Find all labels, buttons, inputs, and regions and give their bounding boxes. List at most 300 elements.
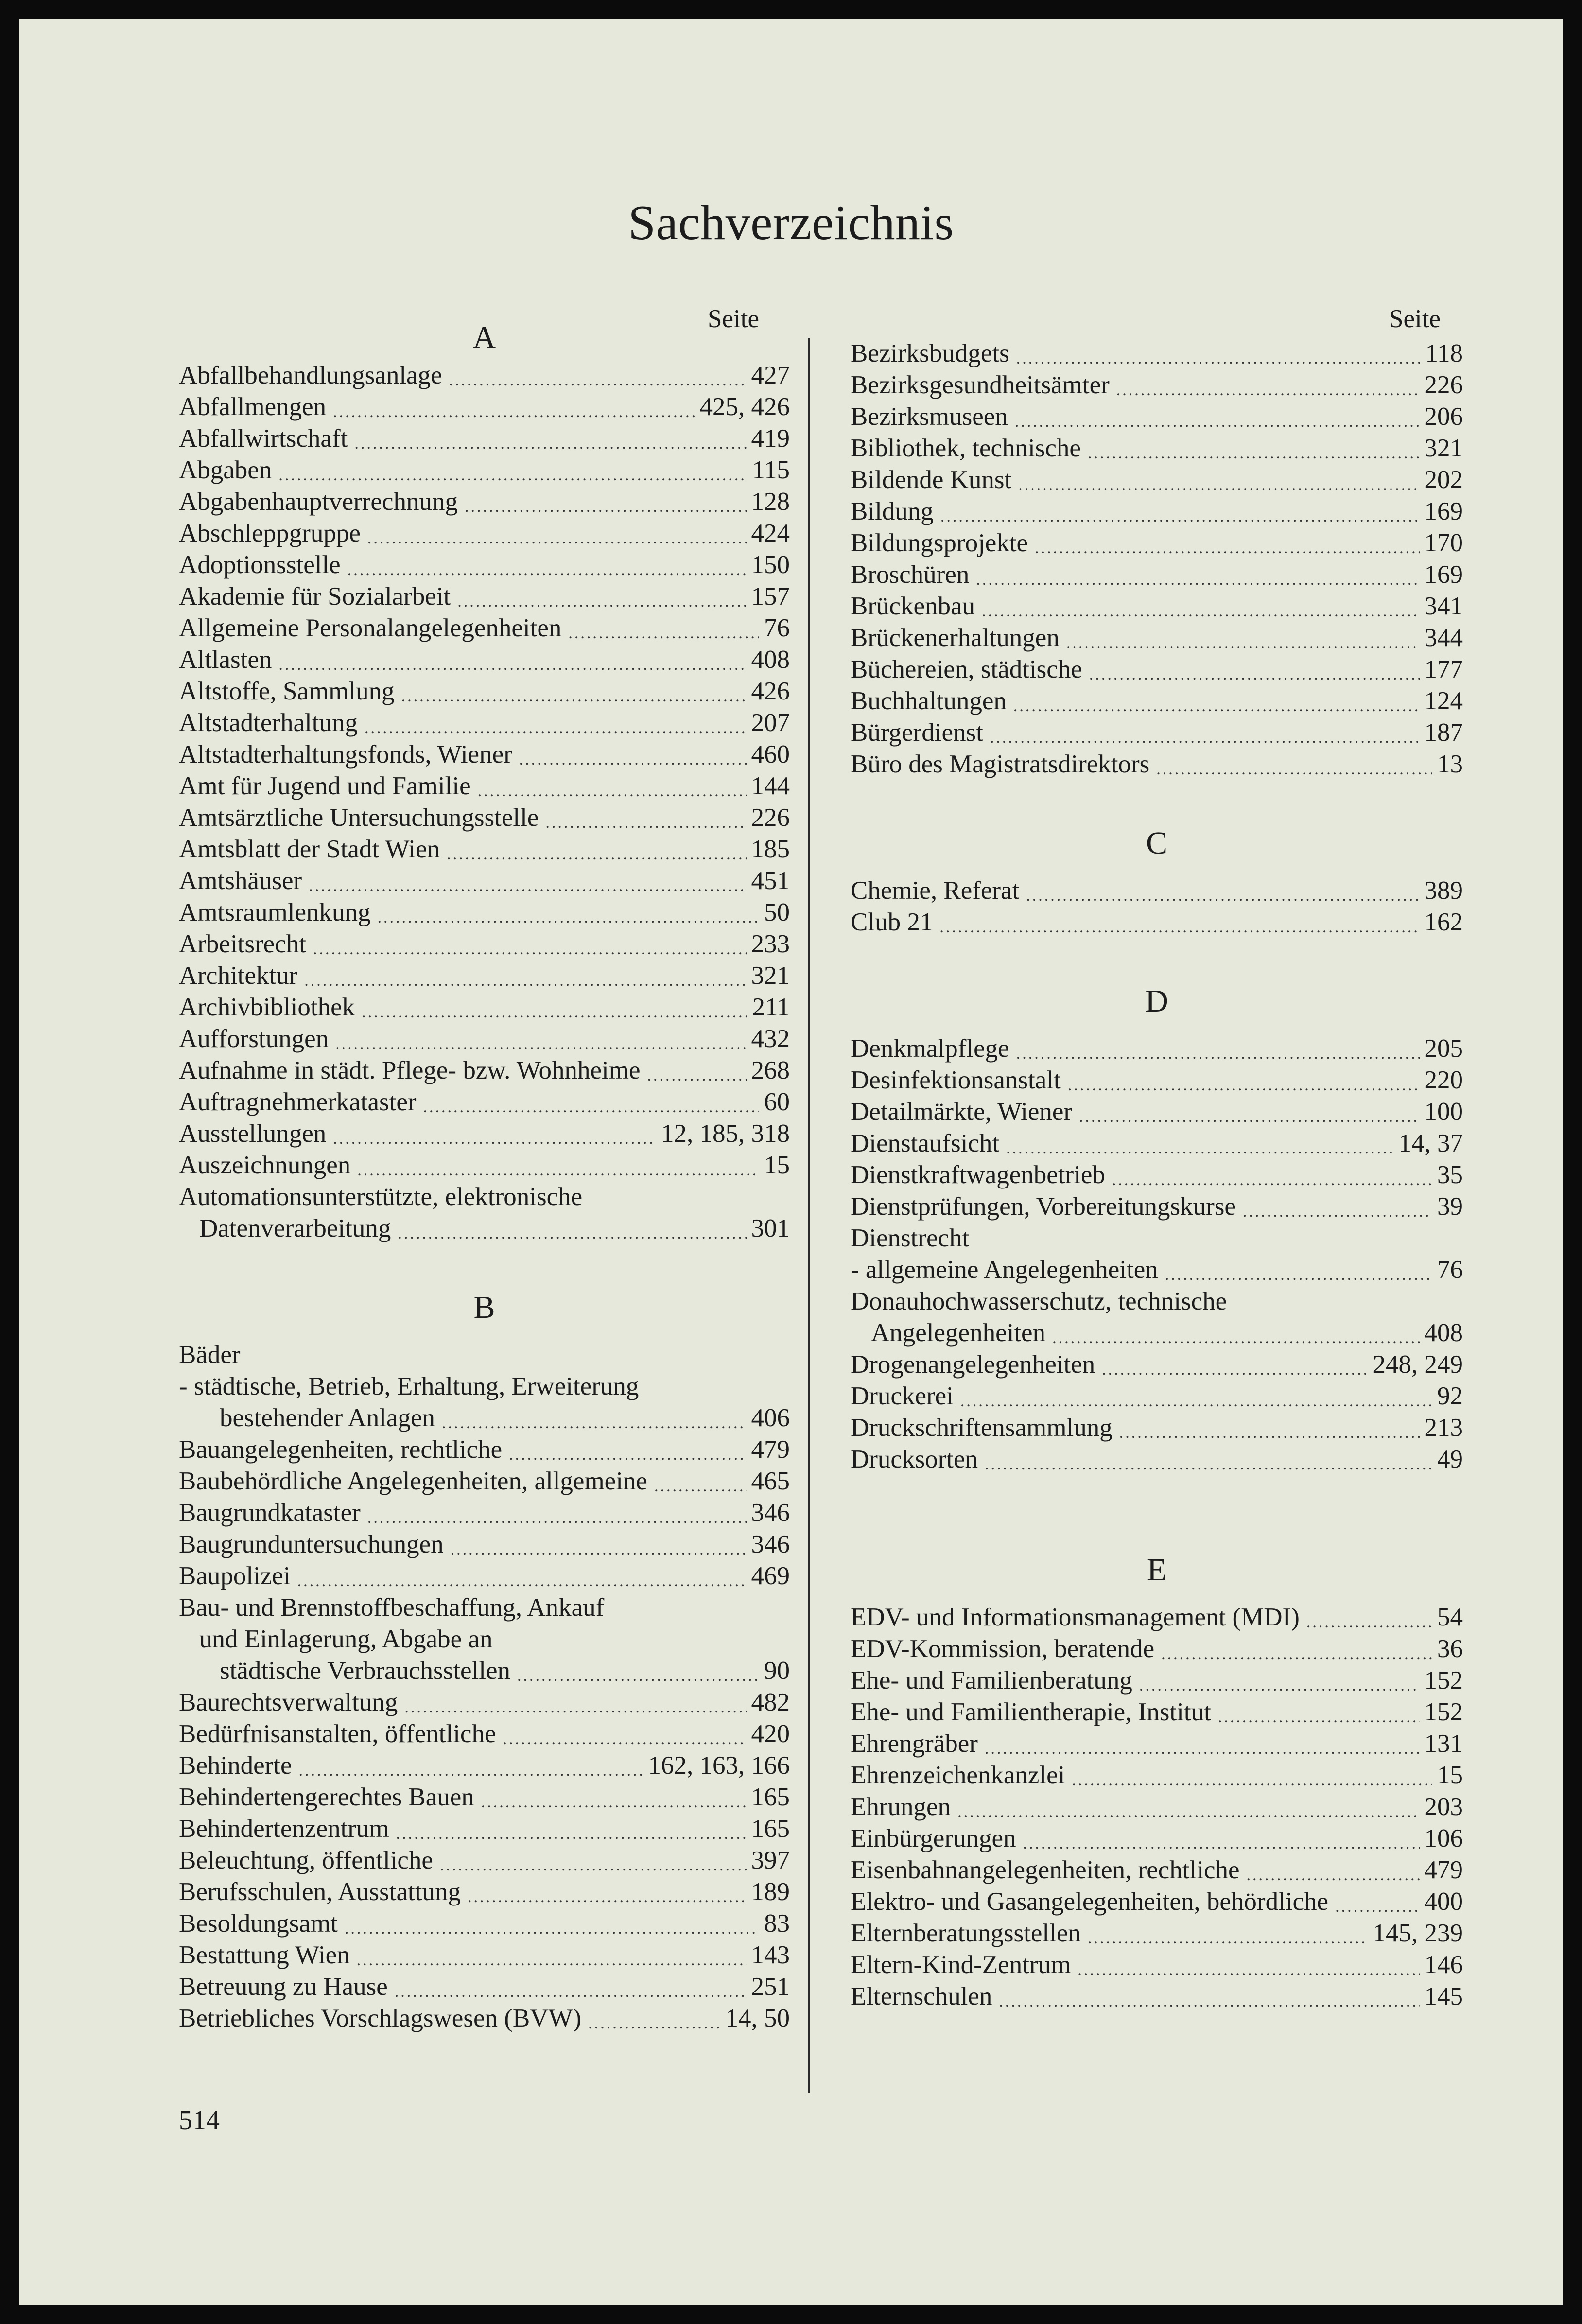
entry-term: Altlasten xyxy=(179,646,272,674)
index-entry xyxy=(179,486,790,518)
entry-term: Beleuchtung, öffentliche xyxy=(179,1846,433,1874)
entry-term: Datenverarbeitung xyxy=(199,1214,391,1242)
entry-term: Bürgerdienst xyxy=(851,718,983,747)
index-entry xyxy=(851,1065,1463,1096)
dot-leader xyxy=(503,1729,747,1750)
dot-leader xyxy=(1218,1707,1420,1728)
dot-leader xyxy=(1079,1106,1419,1128)
seite-label-right: Seite xyxy=(1389,305,1441,333)
dot-leader xyxy=(345,1918,759,1940)
dot-leader xyxy=(654,1476,747,1497)
index-entry xyxy=(851,1791,1463,1823)
page-number: 514 xyxy=(179,2105,220,2135)
entry-pages: 341 xyxy=(1424,592,1463,620)
index-entry xyxy=(179,1718,790,1750)
entry-pages: 206 xyxy=(1424,402,1463,431)
dot-leader xyxy=(1018,474,1419,496)
dot-leader xyxy=(447,844,746,865)
dot-leader xyxy=(354,433,746,454)
index-entry xyxy=(179,960,790,992)
index-entry xyxy=(851,527,1463,559)
dot-leader xyxy=(401,686,747,707)
entry-term: Behinderte xyxy=(179,1751,292,1780)
entry-term: Akademie für Sozialarbeit xyxy=(179,582,451,611)
index-entry-sub: und Einlagerung, Abgabe an xyxy=(199,1625,493,1653)
index-entry xyxy=(851,717,1463,749)
index-entry xyxy=(179,992,790,1023)
entry-pages: 170 xyxy=(1424,529,1463,557)
index-entry xyxy=(851,559,1463,591)
index-entry xyxy=(179,360,790,391)
index-entry xyxy=(851,685,1463,717)
index-entry xyxy=(179,1655,790,1687)
entry-term: Elektro- und Gasangelegenheiten, behördliche xyxy=(851,1887,1329,1916)
entry-term: Elternschulen xyxy=(851,1982,992,2010)
dot-leader xyxy=(357,1160,759,1181)
dot-leader xyxy=(1026,885,1419,907)
entry-term: Brückenbau xyxy=(851,592,975,620)
dot-leader xyxy=(1161,1643,1432,1665)
index-entry xyxy=(851,369,1463,401)
entry-term: Amtshäuser xyxy=(179,867,302,895)
entry-term: Drogenangelegenheiten xyxy=(851,1350,1095,1379)
dot-leader xyxy=(478,781,747,802)
dot-leader xyxy=(457,591,746,612)
dot-leader xyxy=(304,970,746,992)
entry-term: Ehrungen xyxy=(851,1793,951,1821)
dot-leader xyxy=(404,1697,746,1718)
entry-term: - allgemeine Angelegenheiten xyxy=(851,1256,1158,1284)
index-entry xyxy=(179,1402,790,1434)
dot-leader xyxy=(481,1792,747,1813)
section-e-entries xyxy=(851,1602,1463,2012)
entry-term: Chemie, Referat xyxy=(851,876,1020,905)
entry-term: EDV- und Informationsmanagement (MDI) xyxy=(851,1603,1300,1631)
entry-term: Bestattung Wien xyxy=(179,1941,350,1969)
entry-pages: 406 xyxy=(751,1404,790,1432)
page-title: Sachverzeichnis xyxy=(628,195,954,250)
index-entry xyxy=(179,1529,790,1560)
entry-term: Bildungsprojekte xyxy=(851,529,1028,557)
index-entry xyxy=(179,1687,790,1718)
entry-term: Bibliothek, technische xyxy=(851,434,1081,462)
dot-leader xyxy=(367,1507,747,1529)
entry-pages: 482 xyxy=(751,1688,790,1716)
index-entry xyxy=(851,401,1463,433)
entry-pages: 36 xyxy=(1437,1635,1463,1663)
entry-term: Club 21 xyxy=(851,908,933,936)
dot-leader xyxy=(333,1128,656,1150)
entry-term: Baubehördliche Angelegenheiten, allgemeine xyxy=(179,1467,647,1495)
dot-leader xyxy=(1006,1138,1393,1159)
entry-pages: 100 xyxy=(1424,1098,1463,1126)
entry-term: Angelegenheiten xyxy=(871,1319,1046,1347)
entry-term: Dienstprüfungen, Vorbereitungskurse xyxy=(851,1192,1236,1221)
section-letter-c: C xyxy=(1146,825,1168,861)
index-entry xyxy=(851,1128,1463,1159)
entry-pages: 321 xyxy=(1424,434,1463,462)
entry-pages: 251 xyxy=(751,1973,790,2001)
entry-pages: 118 xyxy=(1425,339,1463,367)
entry-term: Amtsblatt der Stadt Wien xyxy=(179,835,440,863)
entry-pages: 131 xyxy=(1424,1730,1463,1758)
dot-leader xyxy=(568,623,759,644)
entry-pages: 14, 37 xyxy=(1398,1129,1463,1157)
entry-term: Amtsraumlenkung xyxy=(179,898,371,926)
dot-leader xyxy=(378,907,760,928)
entry-pages: 76 xyxy=(764,614,790,642)
entry-pages: 479 xyxy=(1424,1856,1463,1884)
entry-pages: 189 xyxy=(751,1878,790,1906)
section-b-entries-1 xyxy=(179,1434,790,1592)
entry-pages: 400 xyxy=(1424,1887,1463,1916)
entry-term: Druckschriftensammlung xyxy=(851,1414,1113,1442)
index-entry xyxy=(851,1159,1463,1191)
entry-term: Abgabenhauptverrechnung xyxy=(179,488,458,516)
right-column xyxy=(851,338,1463,2012)
entry-pages: 145 xyxy=(1424,1982,1463,2010)
entry-term: Amt für Jugend und Familie xyxy=(179,772,471,800)
entry-pages: 211 xyxy=(752,993,790,1021)
entry-pages: 451 xyxy=(751,867,790,895)
index-entry xyxy=(179,676,790,707)
entry-term: Bildende Kunst xyxy=(851,466,1012,494)
entry-pages: 424 xyxy=(751,519,790,547)
entry-term: Archivbibliothek xyxy=(179,993,355,1021)
entry-term: Ehe- und Familienberatung xyxy=(851,1666,1132,1695)
entry-term: Ehe- und Familientherapie, Institut xyxy=(851,1698,1211,1726)
entry-term: Adoptionsstelle xyxy=(179,551,341,579)
entry-term: Bildung xyxy=(851,497,934,525)
index-entry xyxy=(179,2003,790,2034)
entry-term: Abschleppgruppe xyxy=(179,519,361,547)
index-entry-head: Donauhochwasserschutz, technische xyxy=(851,1287,1227,1315)
index-entry-sub: - städtische, Betrieb, Erhaltung, Erweiterung xyxy=(179,1372,639,1400)
index-entry xyxy=(179,1434,790,1466)
index-entry xyxy=(851,1096,1463,1128)
index-entry xyxy=(851,1444,1463,1475)
index-entry xyxy=(179,707,790,739)
entry-pages: 202 xyxy=(1424,466,1463,494)
entry-pages: 152 xyxy=(1424,1698,1463,1726)
index-entry xyxy=(851,875,1463,907)
entry-pages: 427 xyxy=(751,361,790,389)
entry-term: städtische Verbrauchsstellen xyxy=(220,1657,511,1685)
entry-pages: 106 xyxy=(1424,1824,1463,1852)
index-entry xyxy=(851,622,1463,654)
section-letter-d: D xyxy=(1145,983,1168,1019)
dot-leader xyxy=(396,1823,747,1845)
entry-pages: 301 xyxy=(751,1214,790,1242)
entry-term: Einbürgerungen xyxy=(851,1824,1016,1852)
index-entry xyxy=(179,454,790,486)
index-entry xyxy=(851,1191,1463,1223)
index-entry xyxy=(179,928,790,960)
index-entry xyxy=(179,897,790,928)
entry-pages: 207 xyxy=(751,709,790,737)
index-entry xyxy=(179,1023,790,1055)
dot-leader xyxy=(545,812,746,834)
index-entry xyxy=(179,391,790,423)
entry-pages: 346 xyxy=(751,1499,790,1527)
dot-leader xyxy=(999,1991,1419,2012)
entry-pages: 226 xyxy=(751,804,790,832)
index-entry xyxy=(179,770,790,802)
entry-pages: 90 xyxy=(764,1657,790,1685)
entry-pages: 165 xyxy=(751,1783,790,1811)
dot-leader xyxy=(333,402,695,423)
index-entry xyxy=(179,518,790,549)
dot-leader xyxy=(1078,1959,1419,1981)
dot-leader xyxy=(1119,1422,1420,1444)
entry-term: Abfallwirtschaft xyxy=(179,424,348,453)
entry-term: Abfallbehandlungsanlage xyxy=(179,361,442,389)
entry-term: EDV-Kommission, beratende xyxy=(851,1635,1155,1663)
dot-leader xyxy=(1116,380,1420,401)
entry-pages: 150 xyxy=(751,551,790,579)
entry-term: Besoldungsamt xyxy=(179,1909,338,1938)
entry-pages: 128 xyxy=(751,488,790,516)
index-entry xyxy=(179,1782,790,1813)
entry-term: Drucksorten xyxy=(851,1445,978,1473)
dot-leader xyxy=(519,749,747,770)
dot-leader xyxy=(985,1738,1420,1760)
index-entry xyxy=(851,1033,1463,1065)
column-divider xyxy=(808,338,810,2093)
dot-leader xyxy=(957,1801,1419,1823)
entry-term: Arbeitsrecht xyxy=(179,930,306,958)
index-entry xyxy=(851,1633,1463,1665)
entry-term: Eisenbahnangelegenheiten, rechtliche xyxy=(851,1856,1240,1884)
entry-pages: 54 xyxy=(1437,1603,1463,1631)
index-entry xyxy=(179,802,790,834)
entry-pages: 115 xyxy=(752,456,790,484)
entry-pages: 12, 185, 318 xyxy=(661,1119,790,1148)
index-entry xyxy=(851,1949,1463,1981)
dot-leader xyxy=(1066,632,1420,654)
entry-term: Altstoffe, Sammlung xyxy=(179,677,395,705)
entry-term: Baugrunduntersuchungen xyxy=(179,1530,444,1558)
entry-term: Baupolizei xyxy=(179,1562,291,1590)
index-entry xyxy=(851,907,1463,938)
index-entry xyxy=(179,1497,790,1529)
entry-pages: 60 xyxy=(764,1088,790,1116)
entry-term: Auszeichnungen xyxy=(179,1151,351,1179)
dot-leader xyxy=(1088,443,1420,464)
dot-leader xyxy=(348,559,747,581)
entry-term: Bezirksmuseen xyxy=(851,402,1008,431)
dot-leader xyxy=(395,1981,747,2003)
entry-pages: 169 xyxy=(1424,497,1463,525)
entry-term: Brückenerhaltungen xyxy=(851,624,1060,652)
entry-term: Altstadterhaltung xyxy=(179,709,358,737)
entry-term: Elternberatungsstellen xyxy=(851,1919,1081,1947)
dot-leader xyxy=(1016,1043,1420,1065)
dot-leader xyxy=(365,717,747,739)
entry-pages: 408 xyxy=(751,646,790,674)
index-entry xyxy=(851,1349,1463,1380)
index-entry xyxy=(179,1560,790,1592)
index-entry xyxy=(179,549,790,581)
entry-term: Denkmalpflege xyxy=(851,1034,1009,1063)
entry-pages: 344 xyxy=(1424,624,1463,652)
entry-pages: 13 xyxy=(1437,750,1463,778)
dot-leader xyxy=(442,1413,747,1434)
entry-term: Bauangelegenheiten, rechtliche xyxy=(179,1435,503,1464)
entry-term: Dienstkraftwagenbetrieb xyxy=(851,1161,1105,1189)
dot-leader xyxy=(1102,1359,1368,1380)
index-entry xyxy=(179,1750,790,1782)
entry-pages: 419 xyxy=(751,424,790,453)
dot-leader xyxy=(985,1454,1432,1475)
index-entry xyxy=(179,1876,790,1908)
entry-pages: 185 xyxy=(751,835,790,863)
index-entry xyxy=(851,1760,1463,1791)
entry-pages: 15 xyxy=(1437,1761,1463,1789)
entry-term: Aufnahme in städt. Pflege- bzw. Wohnheime xyxy=(179,1056,641,1084)
entry-pages: 145, 239 xyxy=(1373,1919,1463,1947)
index-entry xyxy=(851,433,1463,464)
entry-term: Ehrenzeichenkanzlei xyxy=(851,1761,1065,1789)
index-entry xyxy=(851,1665,1463,1696)
index-entry xyxy=(851,464,1463,496)
entry-term: Druckerei xyxy=(851,1382,954,1410)
entry-pages: 248, 249 xyxy=(1373,1350,1463,1379)
entry-pages: 420 xyxy=(751,1720,790,1748)
index-entry xyxy=(851,1886,1463,1918)
entry-pages: 397 xyxy=(751,1846,790,1874)
entry-pages: 426 xyxy=(751,677,790,705)
entry-term: Bedürfnisanstalten, öffentliche xyxy=(179,1720,496,1748)
section-d-entries-2 xyxy=(851,1349,1463,1475)
dot-leader xyxy=(362,1002,747,1023)
entry-pages: 49 xyxy=(1437,1445,1463,1473)
entry-term: Altstadterhaltungsfonds, Wiener xyxy=(179,740,512,769)
dot-leader xyxy=(451,1539,747,1560)
entry-pages: 152 xyxy=(1424,1666,1463,1695)
index-entry xyxy=(179,1150,790,1181)
index-entry-head: Dienstrecht xyxy=(851,1224,970,1252)
entry-term: Buchhaltungen xyxy=(851,687,1007,715)
dot-leader xyxy=(588,2013,720,2034)
index-entry xyxy=(179,1940,790,1971)
index-entry xyxy=(179,1845,790,1876)
dot-leader xyxy=(1052,1328,1419,1349)
index-entry xyxy=(179,1086,790,1118)
index-entry xyxy=(179,1466,790,1497)
dot-leader xyxy=(1088,1928,1368,1949)
dot-leader xyxy=(1016,348,1421,369)
entry-pages: 35 xyxy=(1437,1161,1463,1189)
index-entry xyxy=(179,581,790,612)
entry-term: Eltern-Kind-Zentrum xyxy=(851,1951,1071,1979)
dot-leader xyxy=(423,1097,759,1118)
index-entry xyxy=(179,1118,790,1150)
index-entry xyxy=(851,1918,1463,1949)
dot-leader xyxy=(313,939,747,960)
dot-leader xyxy=(939,917,1419,938)
index-entry-head: Bau- und Brennstoffbeschaffung, Ankauf xyxy=(179,1593,605,1622)
dot-leader xyxy=(982,601,1419,622)
entry-term: Dienstaufsicht xyxy=(851,1129,1000,1157)
entry-term: Bezirksgesundheitsämter xyxy=(851,371,1110,399)
entry-pages: 169 xyxy=(1424,560,1463,589)
index-entry xyxy=(851,654,1463,685)
index-entry xyxy=(851,338,1463,369)
dot-leader xyxy=(297,1571,747,1592)
dot-leader xyxy=(647,1065,747,1086)
entry-pages: 220 xyxy=(1424,1066,1463,1094)
index-entry xyxy=(179,644,790,676)
dot-leader xyxy=(335,1033,746,1055)
entry-term: Detailmärkte, Wiener xyxy=(851,1098,1073,1126)
dot-leader xyxy=(1112,1170,1432,1191)
entry-term: Abfallmengen xyxy=(179,393,327,421)
dot-leader xyxy=(1243,1201,1432,1223)
index-entry xyxy=(851,496,1463,527)
entry-pages: 425, 426 xyxy=(699,393,790,421)
dot-leader xyxy=(1015,411,1420,433)
entry-pages: 92 xyxy=(1437,1382,1463,1410)
entry-term: Betreuung zu Hause xyxy=(179,1973,388,2001)
entry-pages: 177 xyxy=(1424,655,1463,683)
index-entry xyxy=(179,1971,790,2003)
index-entry xyxy=(179,1213,790,1244)
index-entry-head: Bäder xyxy=(179,1341,241,1369)
entry-pages: 162, 163, 166 xyxy=(648,1751,790,1780)
entry-pages: 165 xyxy=(751,1815,790,1843)
dot-leader xyxy=(299,1760,643,1782)
section-letter-b: B xyxy=(473,1290,495,1325)
entry-pages: 213 xyxy=(1424,1414,1463,1442)
entry-term: Abgaben xyxy=(179,456,272,484)
entry-term: Architektur xyxy=(179,961,298,990)
index-entry xyxy=(179,612,790,644)
entry-term: Bezirksbudgets xyxy=(851,339,1009,367)
entry-pages: 124 xyxy=(1424,687,1463,715)
dot-leader xyxy=(1072,1770,1432,1791)
dot-leader xyxy=(976,569,1419,591)
dot-leader xyxy=(278,465,747,486)
seite-label-left: Seite xyxy=(708,305,759,333)
entry-pages: 233 xyxy=(751,930,790,958)
dot-leader xyxy=(1089,664,1420,685)
dot-leader xyxy=(1306,1612,1432,1633)
index-entry xyxy=(179,739,790,770)
section-d-entries-1 xyxy=(851,1033,1463,1223)
dot-leader xyxy=(1156,759,1432,780)
entry-pages: 50 xyxy=(764,898,790,926)
entry-term: Aufforstungen xyxy=(179,1025,329,1053)
entry-pages: 389 xyxy=(1424,876,1463,905)
index-entry xyxy=(851,1823,1463,1854)
section-a-entries xyxy=(179,360,790,1181)
dot-leader xyxy=(1023,1833,1420,1854)
entry-term: Baugrundkataster xyxy=(179,1499,361,1527)
entry-term: bestehender Anlagen xyxy=(220,1404,435,1432)
entry-pages: 15 xyxy=(764,1151,790,1179)
entry-pages: 76 xyxy=(1437,1256,1463,1284)
entry-pages: 460 xyxy=(751,740,790,769)
entry-pages: 408 xyxy=(1424,1319,1463,1347)
dot-leader xyxy=(1139,1675,1420,1696)
index-page xyxy=(19,19,1563,2305)
index-entry xyxy=(851,1317,1463,1349)
dot-leader xyxy=(990,727,1420,749)
index-entry xyxy=(851,1254,1463,1286)
entry-pages: 162 xyxy=(1424,908,1463,936)
dot-leader xyxy=(1247,1865,1420,1886)
